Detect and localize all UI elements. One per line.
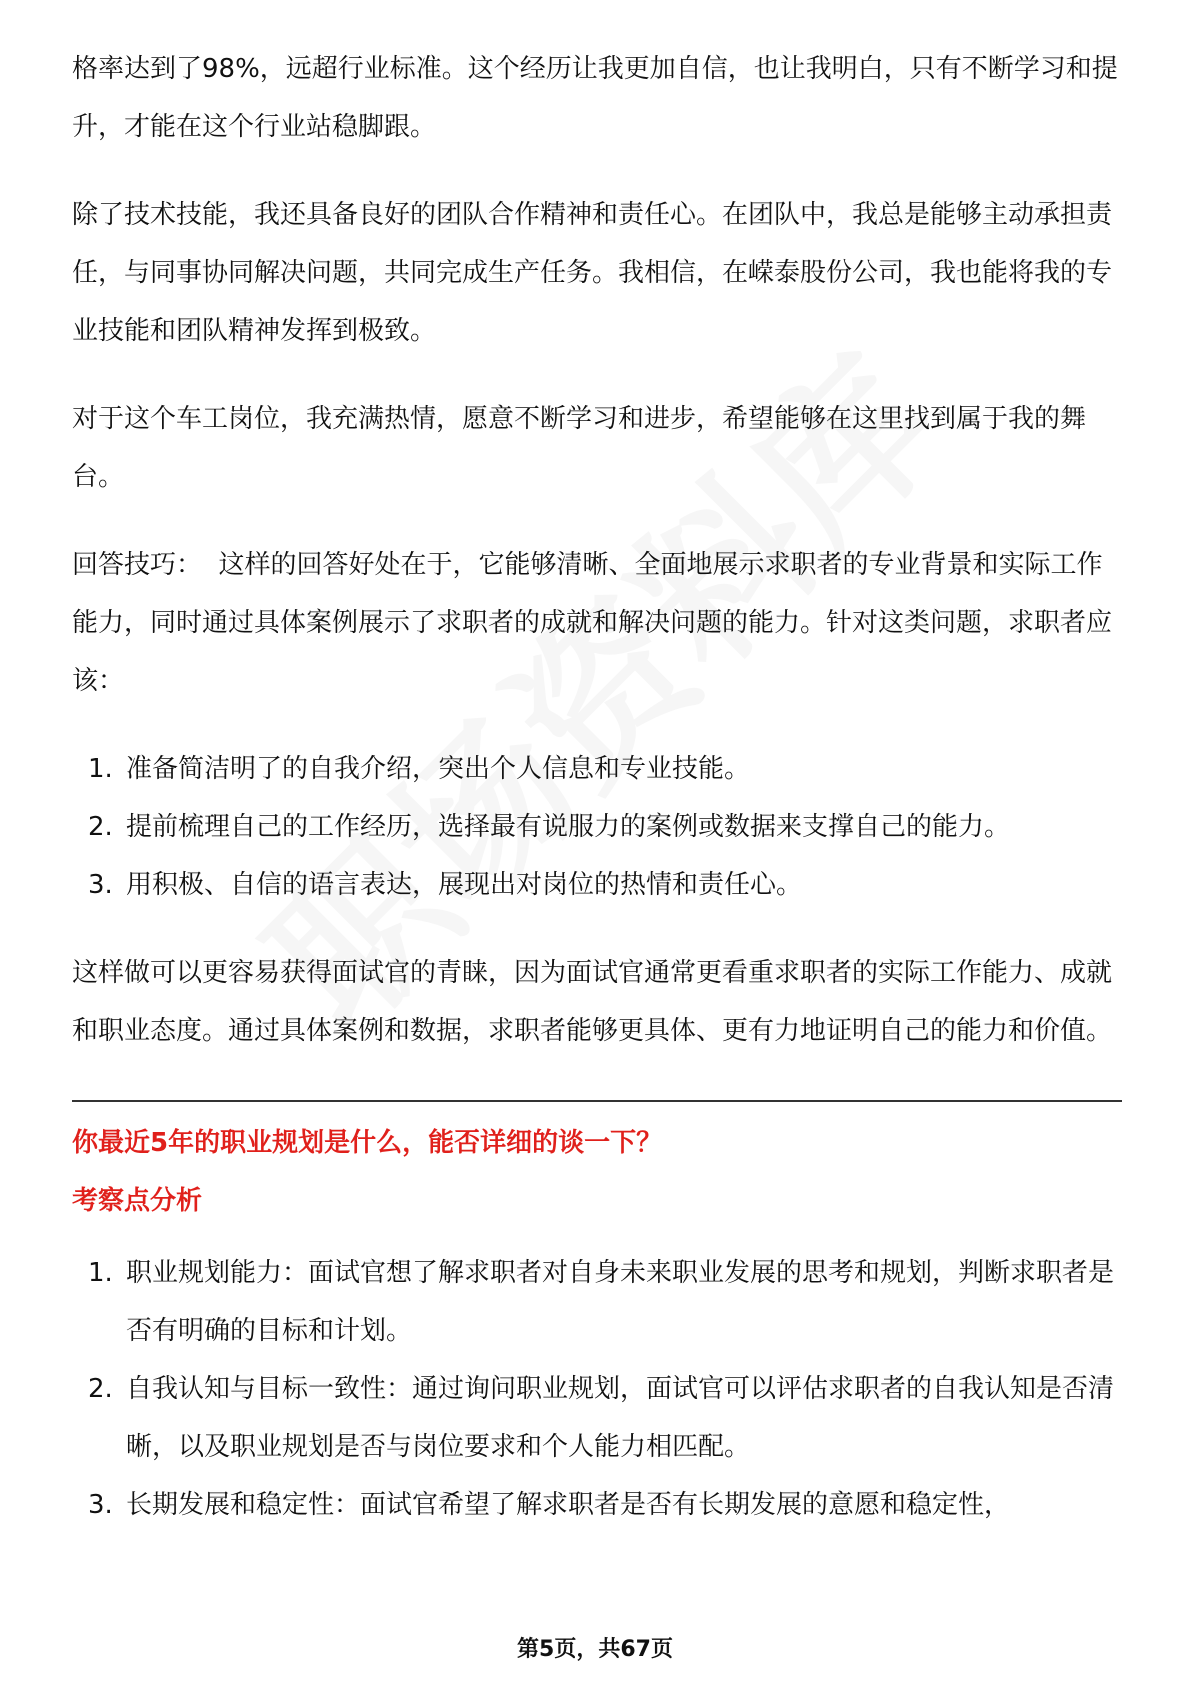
list-item-number: 2. [88,1374,113,1404]
list-item-number: 2. [88,812,113,842]
list-item-number: 3. [88,1490,113,1520]
list-item-text: 长期发展和稳定性：面试官希望了解求职者是否有长期发展的意愿和稳定性， [126,1490,1011,1520]
list-item [72,740,1122,798]
analysis-points-list [72,1244,1122,1534]
intro-paragraph-1: 格率达到了98%，远超行业标准。这个经历让我更加自信，也让我明白，只有不断学习和提升，才能在这个行业站稳脚跟。 [72,54,1118,142]
list-item [72,798,1122,856]
analysis-heading: 考察点分析 [72,1186,203,1216]
list-item [72,1244,1122,1360]
list-item [72,1476,1122,1534]
intro-paragraph-3: 对于这个车工岗位，我充满热情，愿意不断学习和进步，希望能够在这里找到属于我的舞台。 [72,404,1087,492]
conclusion-paragraph: 这样做可以更容易获得面试官的青睐，因为面试官通常更看重求职者的实际工作能力、成就和职业态度。通过具体案例和数据，求职者能够更具体、更有力地证明自己的能力和价值。 [72,958,1113,1046]
list-item-number: 1. [88,1258,113,1288]
list-item-text: 用积极、自信的语言表达，展现出对岗位的热情和责任心。 [126,870,803,900]
tips-paragraph: 回答技巧： 这样的回答好处在于，它能够清晰、全面地展示求职者的专业背景和实际工作能力，同时通过具体案例展示了求职者的成就和解决问题的能力。针对这类问题，求职者应该： [72,550,1113,696]
section-divider [72,1100,1122,1102]
list-item-number: 3. [88,870,113,900]
list-item-text: 自我认知与目标一致性：通过询问职业规划，面试官可以评估求职者的自我认知是否清晰，以及职业规划是否与岗位要求和个人能力相匹配。 [126,1374,1115,1462]
tips-list [72,740,1122,914]
question-title: 你最近5年的职业规划是什么，能否详细的谈一下？ [72,1128,663,1158]
list-item-text: 提前梳理自己的工作经历，选择最有说服力的案例或数据来支撑自己的能力。 [126,812,1011,842]
page-content [72,40,1122,1564]
intro-paragraph-2: 除了技术技能，我还具备良好的团队合作精神和责任心。在团队中，我总是能够主动承担责任，与同事协同解决问题，共同完成生产任务。我相信，在嵘泰股份公司，我也能将我的专业技能和团队精神发挥到极致。 [72,200,1113,346]
page-number-footer: 第5页，共67页 [517,1637,673,1662]
list-item [72,856,1122,914]
list-item [72,1360,1122,1476]
list-item-text: 职业规划能力：面试官想了解求职者对自身未来职业发展的思考和规划，判断求职者是否有明确的目标和计划。 [126,1258,1115,1346]
list-item-text: 准备简洁明了的自我介绍，突出个人信息和专业技能。 [126,754,751,784]
list-item-number: 1. [88,754,113,784]
